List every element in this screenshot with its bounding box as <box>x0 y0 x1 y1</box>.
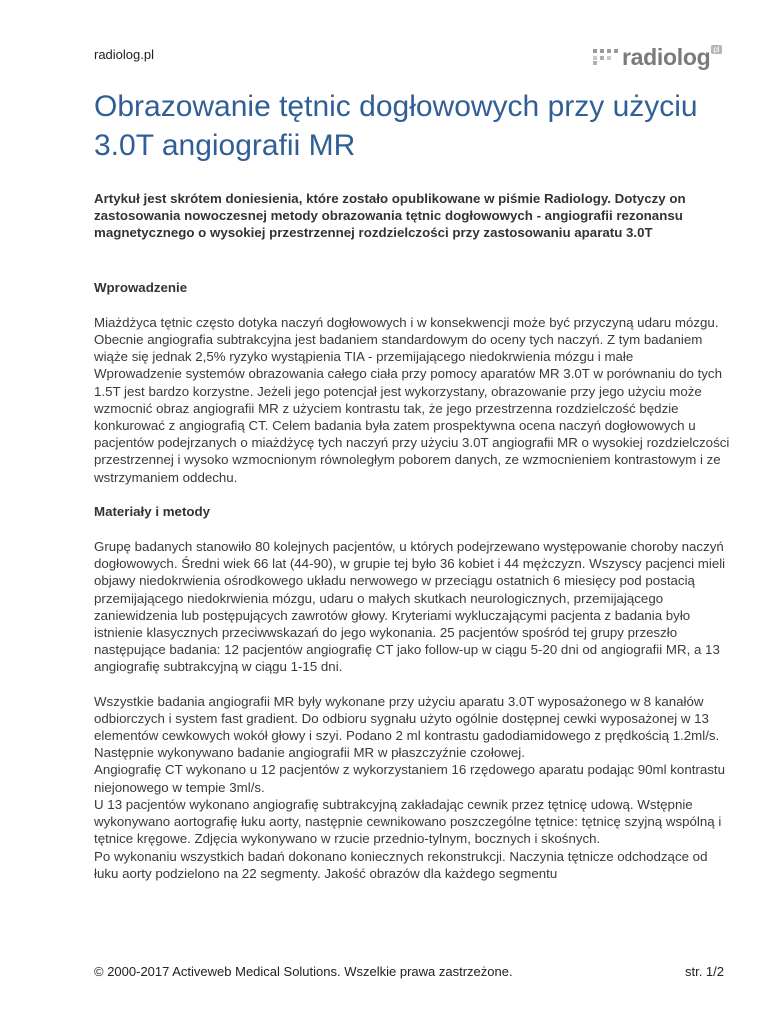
site-url: radiolog.pl <box>94 47 154 62</box>
paragraph-methods-group: Grupę badanych stanowiło 80 kolejnych pacjentów, u których podejrzewano występowanie choroby naczyń dogłowowych. Średni wiek 66 lat (44-90), w grupie tej było 36 kobiet i 44 mężczyzn. Wszyscy pacjenci mieli objawy niedokrwienia ośrodkowego układu nerwowego w przeciągu ostatnich 6 miesięcy pod postacią przemijającego niedokrwienia mózgu, udaru o małych skutkach neurologicznych, przemijającego zaniewidzenia lub postępujących zawrotów głowy. Kryteriami wykluczającymi pacjenta z badania było istnienie klasycznych przeciwwskazań do jego wykonania. 25 pacjentów spośród tej grupy przeszło następujące badania: 12 pacjentów angiografię CT jako follow-up w ciągu 5-20 dni od angiografii MR, a 13 angiografię subtrakcyjną w ciągu 1-15 dni. <box>94 539 726 675</box>
section-heading-methods: Materiały i metody <box>94 503 211 519</box>
page-number: str. 1/2 <box>684 964 724 979</box>
paragraph-introduction: Miażdżyca tętnic często dotyka naczyń dogłowowych i w konsekwencji może być przyczyną udaru mózgu. Obecnie angiografia subtrakcyjna jest badaniem standardowym do oceny tych naczyń. Z tym badaniem wiąże się jednak 2,5% ryzyko wystąpienia TIA - przemijającego niedokrwienia mózgu i małe Wprowadzenie systemów obrazowania całego ciała przy pomocy aparatów MR 3.0T w porównaniu do tych 1.5T jest bardzo korzystne. Jeżeli jego potencjał jest wykorzystany, obrazowanie przy jego użyciu może wzmocnić obraz angiografii MR z użyciem kontrastu tak, że jego przestrzenna rozdzielczość będzie konkurować z angiografią CT. Celem badania była zatem prospektywna ocena naczyń dogłowowych u pacjentów podejrzanych o miażdżycę tych naczyń przy użyciu 3.0T angiografii MR o wysokiej rozdzielczości przestrzennej i wysoko wzmocnionym równoległym poborem danych, ze wzmocnieniem kontrastowym i ze wstrzymaniem oddechu. <box>94 314 730 485</box>
article-body <box>94 190 734 882</box>
logo-text: radiolog <box>622 43 711 70</box>
paragraph-methods-procedures: Wszystkie badania angiografii MR były wykonane przy użyciu aparatu 3.0T wyposażonego w 8 kanałów odbiorczych i system fast gradient. Do odbioru sygnału użyto ogólnie dostępnej cewki wyposażonej w 13 elementów cewkowych wokół głowy i szyi. Podano 2 ml kontrastu gadodiamidowego z prędkością 1.2ml/s. Następnie wykonywano badanie angiografii MR w płaszczyźnie czołowej. Angiografię CT wykonano u 12 pacjentów z wykorzystaniem 16 rzędowego aparatu podając 90ml kontrastu niejonowego w tempie 3ml/s. U 13 pacjentów wykonano angiografię subtrakcyjną zakładając cewnik przez tętnicę udową. Wstępnie wykonywano aortografię łuku aorty, następnie cewnikowano poszczególne tętnice: tętnicę szyjną wspólną i tętnice kręgowe. Zdjęcia wykonywano w rzucie przednio-tylnym, bocznych i skośnych. Po wykonaniu wszystkich badań dokonano koniecznych rekonstrukcji. Naczynia tętnicze odchodzące od łuku aorty podzielono na 22 segmenty. Jakość obrazów dla każdego segmentu <box>94 693 725 881</box>
logo-badge: pl <box>713 44 720 54</box>
logo-dots-icon <box>592 48 620 66</box>
section-heading-introduction: Wprowadzenie <box>94 279 188 295</box>
article-title: Obrazowanie tętnic dogłowowych przy użyciu 3.0T angiografii MR <box>94 90 698 162</box>
article-lead: Artykuł jest skrótem doniesienia, które zostało opublikowane w piśmie Radiology. Dotyczy on zastosowania nowoczesnej metody obrazowania tętnic dogłowowych - angiografii rezonansu magnetycznego o wysokiej przestrzennej rozdzielczości przy zastosowaniu aparatu 3.0T <box>94 191 686 241</box>
radiolog-logo[interactable] <box>592 42 722 72</box>
page-footer <box>94 964 724 979</box>
copyright-text: © 2000-2017 Activeweb Medical Solutions. Wszelkie prawa zastrzeżone. <box>94 964 513 979</box>
